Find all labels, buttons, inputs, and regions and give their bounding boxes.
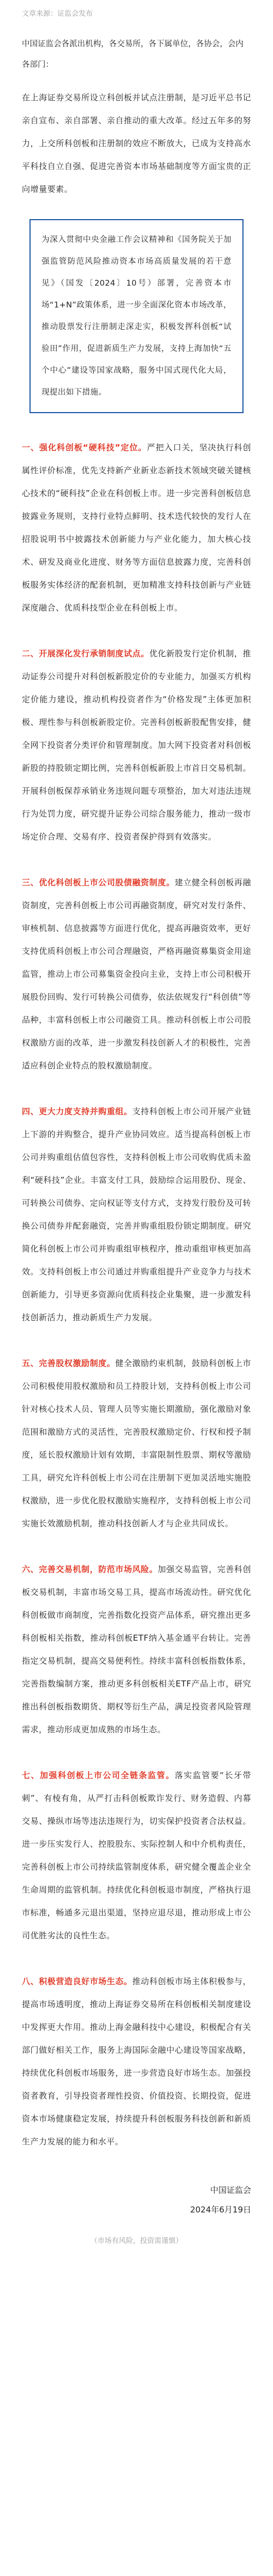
policy-box: 为深入贯彻中央金融工作会议精神和《国务院关于加强监管防范风险推动资本市场高质量发展的若干意见》（国发〔2024〕10号）部署，完善资本市场“1+N”政策体系，进一步全面深化资本市场改革，推动股票发行注册制走深走实，积极发挥科创板“试验田”作用，促进新质生产力发展，支持上海加快“五个中心”建设等国家战略，服务中国式现代化大局，现提出如下措施。 — [29, 219, 244, 413]
section-body — [22, 642, 251, 848]
greeting-line: 中国证监会各派出机构，各交易所，各下属单位，各协会，会内各部门： — [22, 40, 244, 69]
greeting — [22, 34, 251, 75]
section-title: 一、强化科创板“硬科技”定位。 — [22, 443, 147, 452]
section-title: 五、完善股权激励制度。 — [22, 1358, 116, 1368]
section-title: 四、更大力度支持并购重组。 — [22, 1106, 133, 1116]
section-body — [22, 1100, 251, 1329]
section-4 — [22, 1100, 251, 1329]
section-text: 优化新股发行定价机制，推动证券公司提升对科创板新股定价的专业能力，加强买方机构定价能力建设，推动机构投资者作为“价格发现”主体更加积极、理性参与科创板新股定价。完善科创板新股配售安排，健全网下投资者分类评价和管理制度。加大网下投资者对科创板新股的持股锁定期比例，完善科创板新股上市首日交易机制。开展科创板保荐承销业务违规问题专项整治，加大对违法违规行为处罚力度，研究提升证券公司综合服务能力，推动一级市场定价合理、交易有序、投资者保护得到有效落实。 — [22, 649, 251, 842]
section-1 — [22, 436, 251, 619]
section-body — [22, 1764, 251, 1947]
section-body — [22, 1970, 251, 2153]
section-body — [22, 1558, 251, 1741]
signature-org: 中国证监会 — [210, 2185, 251, 2195]
section-text: 加强交易监管，完善科创板交易机制，丰富市场交易工具，提高市场流动性。研究优化科创板做市商制度，完善指数化投资产品体系，研究推出更多科创板相关指数，推动科创板ETF纳入基金通平台转让。完善指定交易机制，提高交易便利性。持续丰富科创板指数体系，完善指数编制方案，推动更多科创板相关ETF产品上市，研究推出科创板指数期货、期权等衍生产品，满足投资者风险管理需求，推动形成更加成熟的市场生态。 — [22, 1564, 251, 1734]
section-text: 落实监管要“长牙带刺”、有棱有角，从严打击科创板欺诈发行、财务造假、内幕交易、操纵市场等违法违规行为，切实保护投资者合法权益。进一步压实发行人、控股股东、实际控制人和中介机构责任，完善科创板上市公司持续监管制度体系，研究健全覆盖企业全生命周期的监管机制。持续优化科创板退市制度，严格执行退市标准，畅通多元退出渠道，坚持应退尽退，推动形成上市公司优胜劣汰的良性生态。 — [22, 1770, 251, 1940]
section-text: 支持科创板上市公司开展产业链上下游的并购整合，提升产业协同效应。适当提高科创板上市公司并购重组估值包容性，支持科创板上市公司收购优质未盈利“硬科技”企业。丰富支付工具，鼓励综合运用股份、现金、可转换公司债券、定向权证等支付方式，支持发行股份及可转换公司债券并配套融资，完善并购重组股份锁定期制度。研究简化科创板上市公司并购重组审核程序，推动重组审核更加高效。支持科创板上市公司通过并购重组提升产业竞争力与技术创新能力，引导更多资源向优质科技企业集聚，进一步激发科技创新活力，推动新质生产力发展。 — [22, 1106, 251, 1322]
section-text: 健全激励约束机制，鼓励科创板上市公司积极使用股权激励和员工持股计划，支持科创板上市公司针对核心技术人员、管理人员等实施长期激励，强化激励对象范围和激励方式的灵活性，完善股权激励定价、行权和授予制度，延长股权激励计划有效期，丰富限制性股票、期权等激励工具，研究允许科创板上市公司在注册制下更加灵活地实施股权激励，进一步优化股权激励实施程序，支持科创板上市公司实施长效激励机制，推动科技创新人才与企业共同成长。 — [22, 1358, 251, 1528]
section-body — [22, 1352, 251, 1535]
section-text: 严把入口关，坚决执行科创属性评价标准，优先支持新产业新业态新技术领域突破关键核心技术的“硬科技”企业在科创板上市。进一步完善科创板信息披露业务规则，支持行业特点鲜明、技术迭代较快的发行人在招股说明书中披露技术创新能力与产业化能力，加大核心技术、研发及商业化进度、财务等方面信息披露力度，完善科创板服务实体经济的配套机制，更加精准支持科技创新与产业链深度融合、优质科技型企业在科创板上市。 — [22, 443, 251, 613]
section-8 — [22, 1970, 251, 2153]
section-title: 三、优化科创板上市公司股债融资制度。 — [22, 878, 175, 887]
section-3 — [22, 871, 251, 1077]
section-5 — [22, 1352, 251, 1535]
signature-date: 2024年6月19日 — [190, 2205, 251, 2215]
risk-disclaimer: （市场有风险，投资需谨慎） — [90, 2237, 183, 2245]
section-title: 八、积极营造良好市场生态。 — [22, 1976, 133, 1986]
section-title: 七、加强科创板上市公司全链条监管。 — [22, 1770, 175, 1780]
article-source: 文章来源：证监会发布 — [22, 10, 93, 18]
section-6 — [22, 1558, 251, 1741]
section-2 — [22, 642, 251, 848]
section-title: 二、开展深化发行承销制度试点。 — [22, 649, 150, 658]
signature — [22, 2180, 251, 2220]
section-body — [22, 871, 251, 1077]
section-body — [22, 436, 251, 619]
section-7 — [22, 1764, 251, 1947]
section-text: 推动科创板市场主体积极参与，提高市场透明度，推动上海证券交易所在科创板相关制度建设中发挥更大作用。推动上海金融科技中心建设，积极配合有关部门做好相关工作，服务上海国际金融中心建设等国家战略，持续优化科创板市场服务，进一步营造良好市场生态。加强投资者教育，引导投资者理性投资、价值投资、长期投资，促进资本市场健康稳定发展，持续提升科创板服务科技创新和新质生产力发展的能力和水平。 — [22, 1976, 251, 2146]
intro-paragraph: 在上海证券交易所设立科创板并试点注册制，是习近平总书记亲自宣布、亲自部署、亲自推动的重大改革。经过五年多的努力，上交所科创板和注册制的效应不断放大，已成为支持高水平科技自立自强、促进完善资本市场基础制度等方面宝贵的正向增量要素。 — [22, 93, 251, 194]
section-title: 六、完善交易机制，防范市场风险。 — [22, 1564, 158, 1574]
section-text: 建立健全科创板再融资制度，完善科创板上市公司再融资制度，研究对发行条件、审核机制、信息披露等方面进行优化，提高再融资效率，更好支持优质科创板上市公司合理融资，严格再融资募集资金用途监管，推动上市公司募集资金投向主业，支持上市公司积极开展股份回购、发行可转换公司债券，依法依规发行“科创债”等品种，丰富科创板上市公司融资工具。推动科创板上市公司股权激励方面的改革，进一步激发科技创新人才的积极性，完善适应科创企业特点的股权激励制度。 — [22, 878, 251, 1071]
